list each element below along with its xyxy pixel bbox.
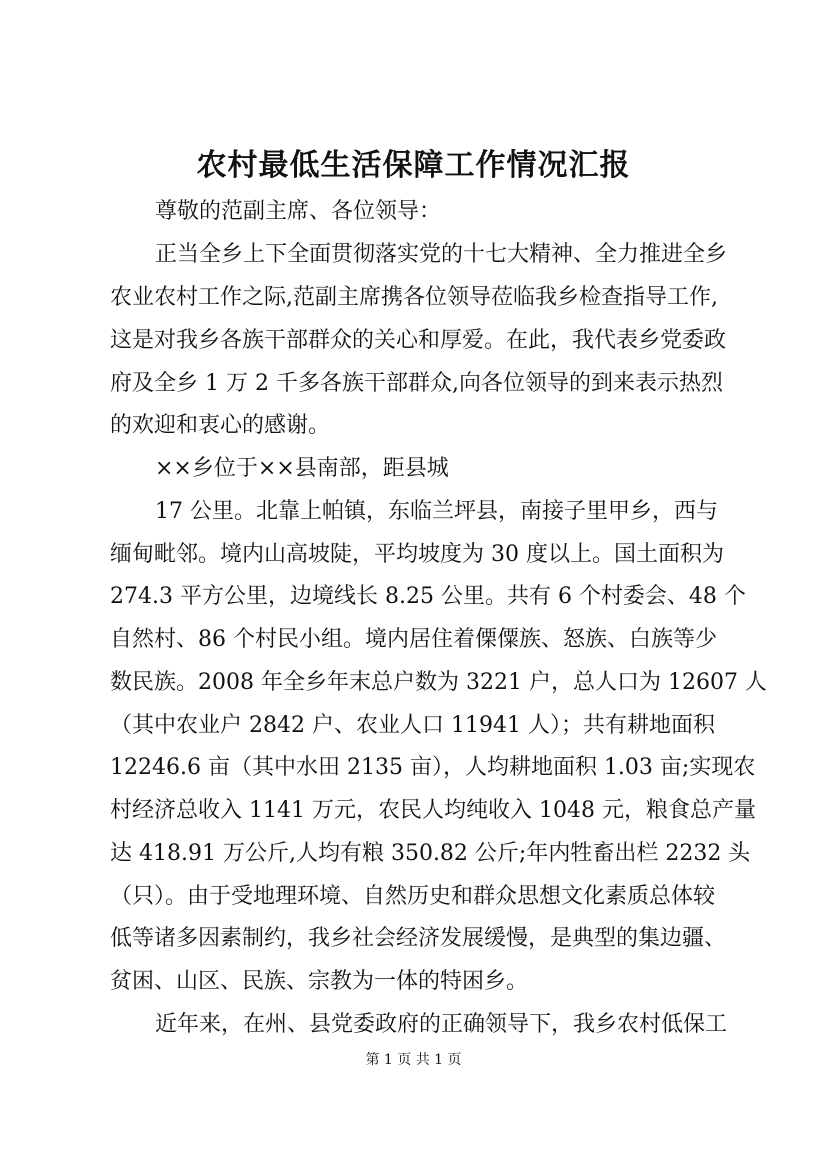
body-line: 这是对我乡各族干部群众的关心和厚爱。在此，我代表乡党委政 [110, 328, 727, 353]
body-line: 低等诸多因素制约，我乡社会经济发展缓慢，是典型的集边疆、 [110, 926, 727, 951]
body-line: 的欢迎和衷心的感谢。 [110, 413, 331, 438]
body-line: （其中农业户 2842 户、农业人口 11941 人）；共有耕地面积 [110, 713, 715, 738]
document-title: 农村最低生活保障工作情况汇报 [196, 148, 631, 183]
body-line: 12246.6 亩（其中水田 2135 亩），人均耕地面积 1.03 亩;实现农 [110, 755, 756, 780]
body-line: 274.3 平方公里，边境线长 8.25 公里。共有 6 个村委会、48 个 [110, 584, 746, 609]
body-line: 数民族。2008 年全乡年末总户数为 3221 户，总人口为 12607 人 [110, 670, 767, 695]
body-line: 正当全乡上下全面贯彻落实党的十七大精神、全力推进全乡 [155, 242, 728, 267]
body-line: （只）。由于受地理环境、自然历史和群众思想文化素质总体较 [110, 884, 716, 909]
body-line: 贫困、山区、民族、宗教为一体的特困乡。 [110, 969, 529, 994]
body-line: 自然村、86 个村民小组。境内居住着傈僳族、怒族、白族等少 [110, 627, 717, 652]
body-line: 农业农村工作之际,范副主席携各位领导莅临我乡检查指导工作, [110, 285, 718, 310]
page-footer: 第 1 页 共 1 页 [365, 1052, 462, 1068]
body-line: ××乡位于××县南部，距县城 [155, 456, 449, 481]
salutation-line: 尊敬的范副主席、各位领导： [155, 199, 442, 224]
body-line: 达 418.91 万公斤,人均有粮 350.82 公斤;年内牲畜出栏 2232 头 [110, 841, 751, 866]
body-line: 缅甸毗邻。境内山高坡陡，平均坡度为 30 度以上。国土面积为 [110, 542, 724, 567]
body-line: 府及全乡 1 万 2 千多各族干部群众,向各位领导的到来表示热烈 [110, 371, 723, 396]
body-line: 近年来，在州、县党委政府的正确领导下，我乡农村低保工 [155, 1012, 728, 1037]
body-line: 村经济总收入 1141 万元，农民人均纯收入 1048 元，粮食总产量 [110, 798, 756, 823]
body-line: 17 公里。北靠上帕镇，东临兰坪县，南接子里甲乡，西与 [155, 499, 718, 524]
